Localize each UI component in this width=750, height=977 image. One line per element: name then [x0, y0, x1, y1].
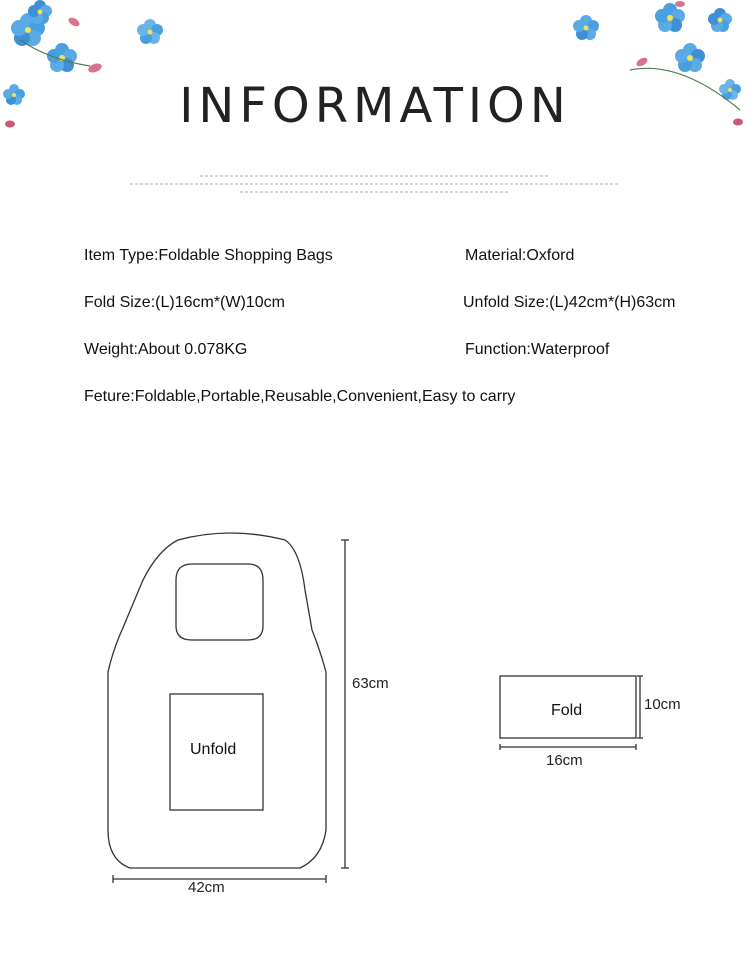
spec-material: Material:Oxford [465, 247, 575, 264]
bag-handle-hole [176, 564, 263, 640]
spec-function: Function:Waterproof [465, 341, 610, 358]
spec-unfold-size: Unfold Size:(L)42cm*(H)63cm [463, 294, 676, 311]
unfold-label: Unfold [190, 741, 237, 758]
fold-label: Fold [551, 702, 583, 719]
fold-height-label: 10cm [644, 696, 681, 713]
page-title: INFORMATION [179, 78, 571, 134]
unfold-width-label: 42cm [188, 879, 225, 896]
size-diagram [0, 500, 750, 900]
unfold-height-label: 63cm [352, 675, 389, 692]
fold-width-label: 16cm [546, 752, 583, 769]
spec-item-type: Item Type:Foldable Shopping Bags [84, 247, 333, 264]
faint-text-decoration [130, 172, 620, 196]
spec-feature: Feture:Foldable,Portable,Reusable,Convenient,Easy to carry [84, 388, 516, 405]
spec-fold-size: Fold Size:(L)16cm*(W)10cm [84, 294, 285, 311]
spec-weight: Weight:About 0.078KG [84, 341, 248, 358]
